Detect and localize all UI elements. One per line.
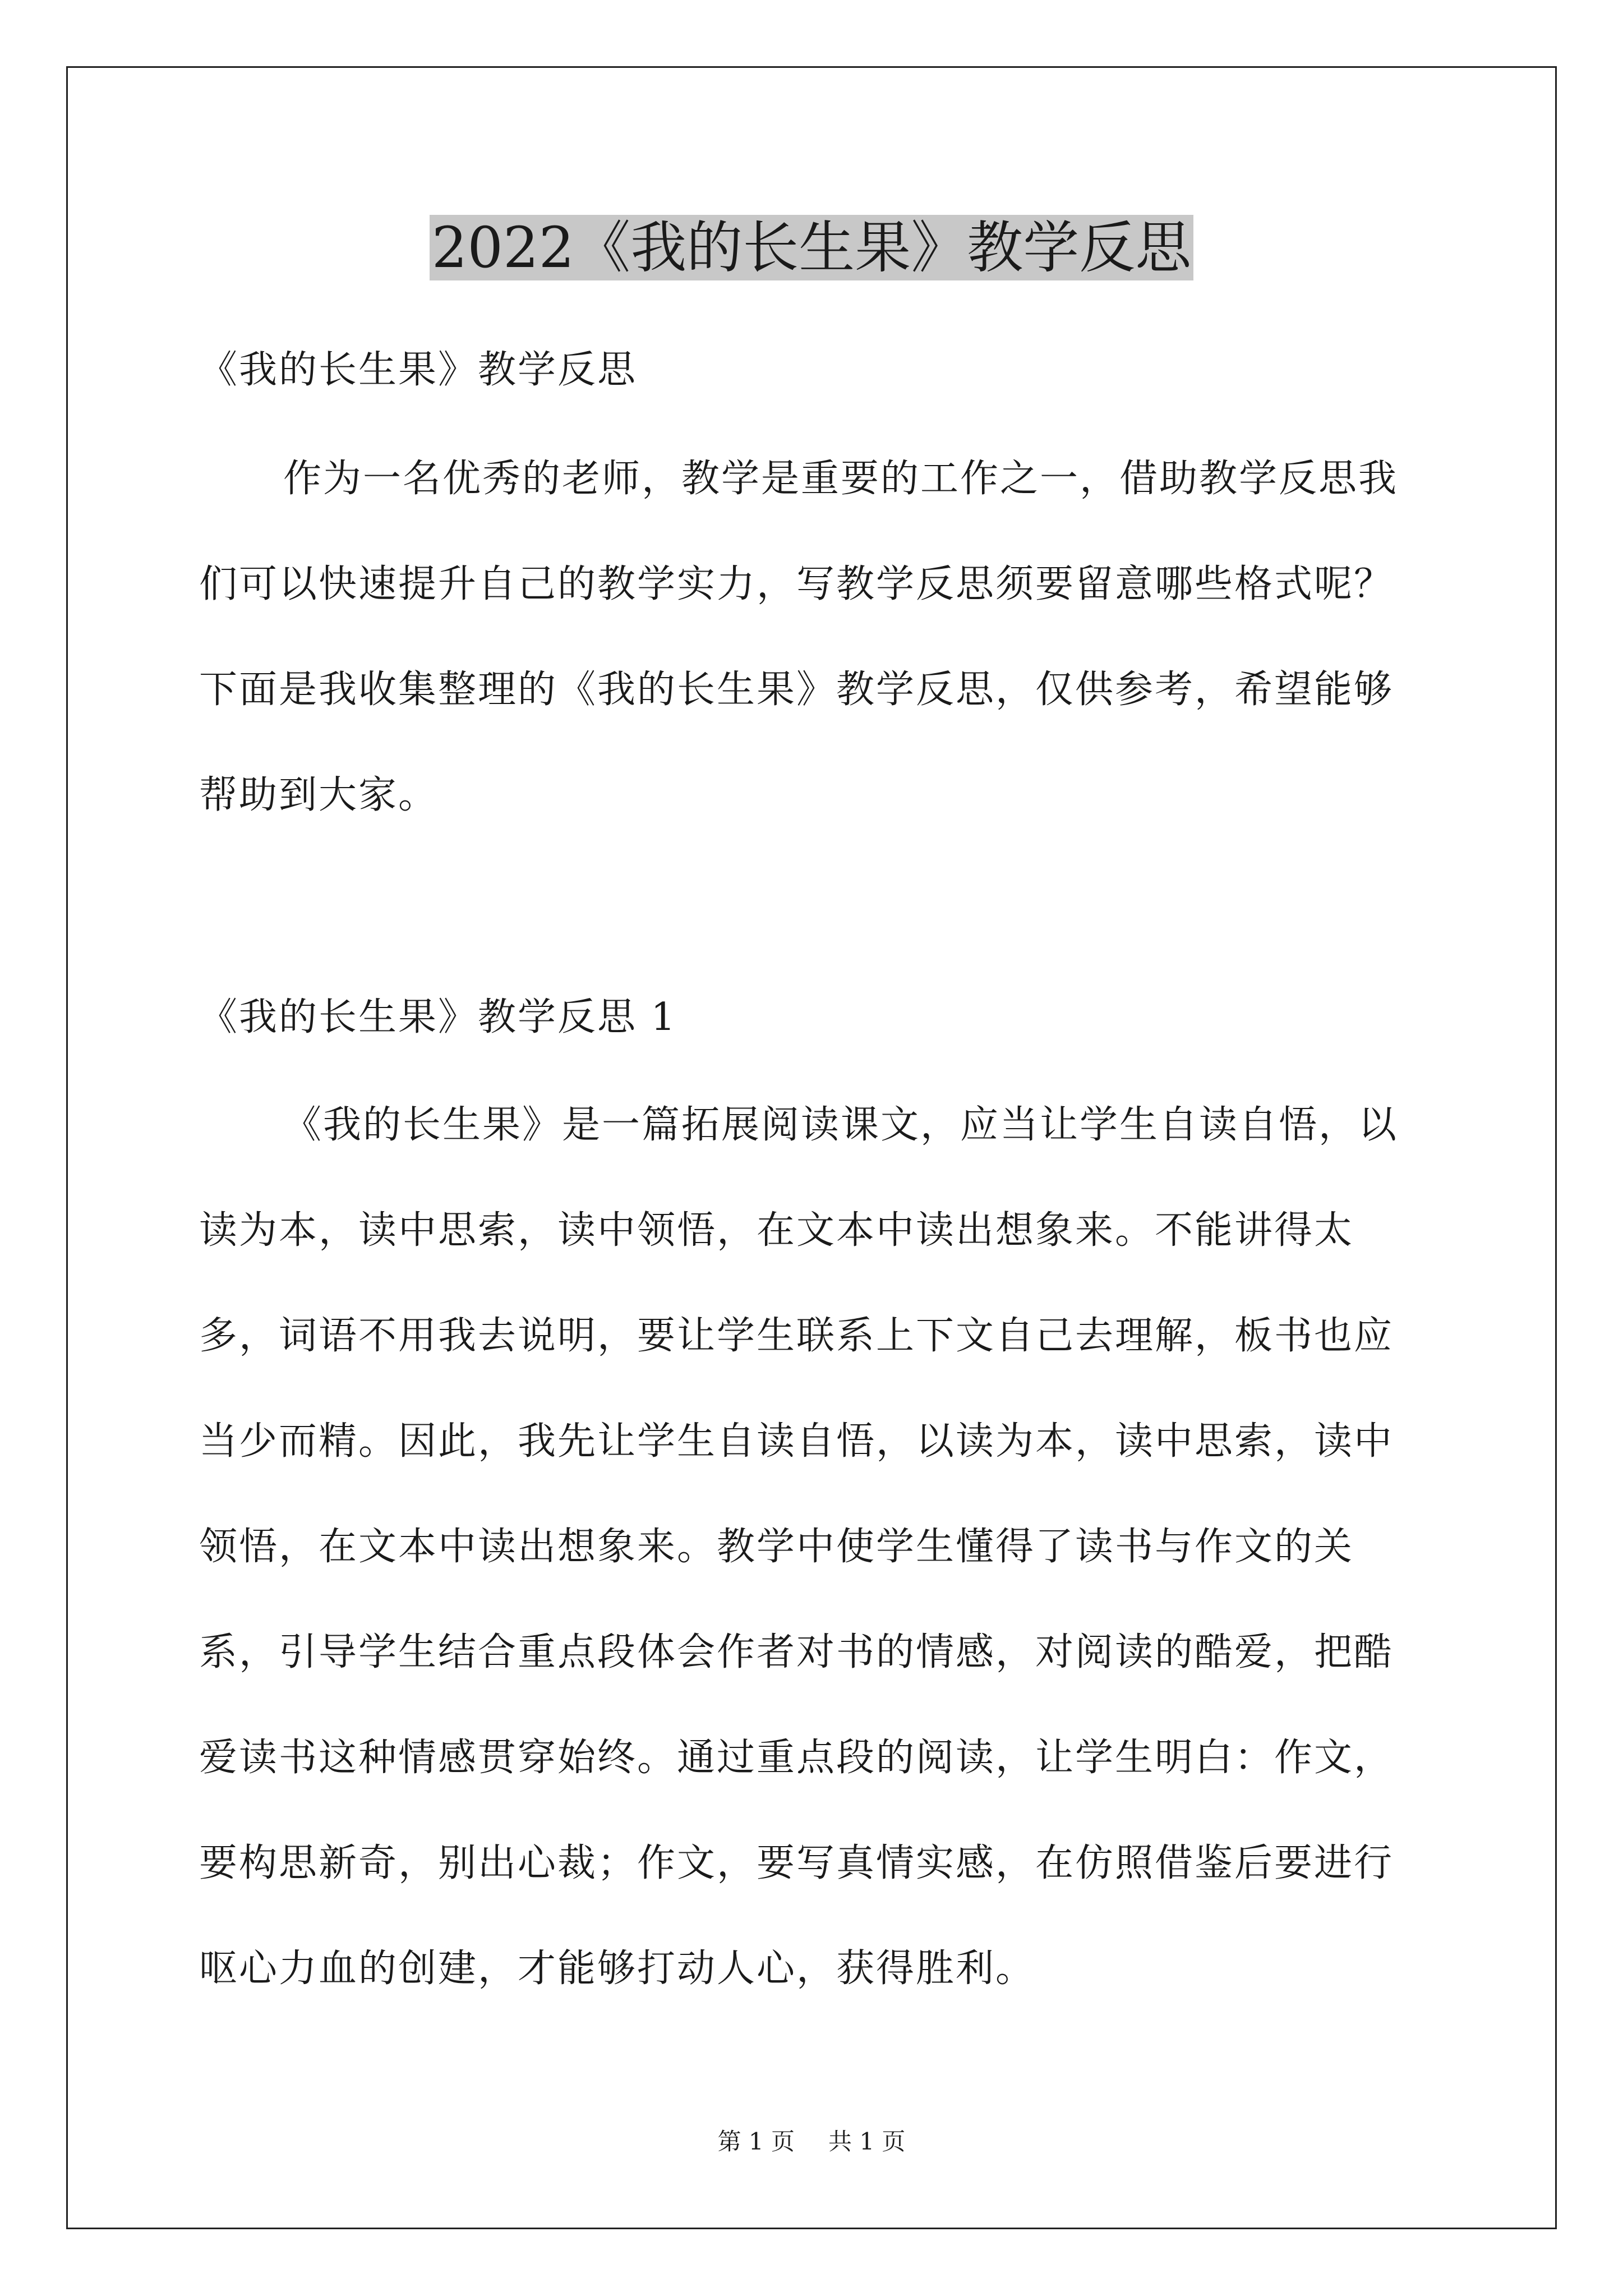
page-footer <box>0 2125 1623 2159</box>
intro-heading: 《我的长生果》教学反思 <box>199 348 638 392</box>
document-title-text: 2022《我的长生果》教学反思 <box>430 215 1194 280</box>
section-paragraph: 《我的长生果》是一篇拓展阅读课文，应当让学生自读自悟，以读为本，读中思索，读中领悟，在文本中读出想象来。不能讲得太多，词语不用我去说明，要让学生联系上下文自己去理解，板书也应当少而精。因此，我先让学生自读自悟，以读为本，读中思索，读中领悟，在文本中读出想象来。教学中使学生懂得了读书与作文的关系，引导学生结合重点段体会作者对书的情感，对阅读的酷爱，把酷爱读书这种情感贯穿始终。通过重点段的阅读，让学生明白：作文，要构思新奇，别出心裁；作文，要写真情实感，在仿照借鉴后要进行呕心力血的创建，才能够打动人心，获得胜利。 <box>199 1103 1399 1991</box>
document-title <box>0 209 1623 287</box>
page-number-total: 共 1 页 <box>828 2128 906 2155</box>
section-heading: 《我的长生果》教学反思 1 <box>199 995 677 1039</box>
intro-paragraph: 作为一名优秀的老师，教学是重要的工作之一，借助教学反思我们可以快速提升自己的教学实力，写教学反思须要留意哪些格式呢？下面是我收集整理的《我的长生果》教学反思，仅供参考，希望能够帮助到大家。 <box>199 457 1399 817</box>
page-number-current: 第 1 页 <box>717 2128 795 2155</box>
